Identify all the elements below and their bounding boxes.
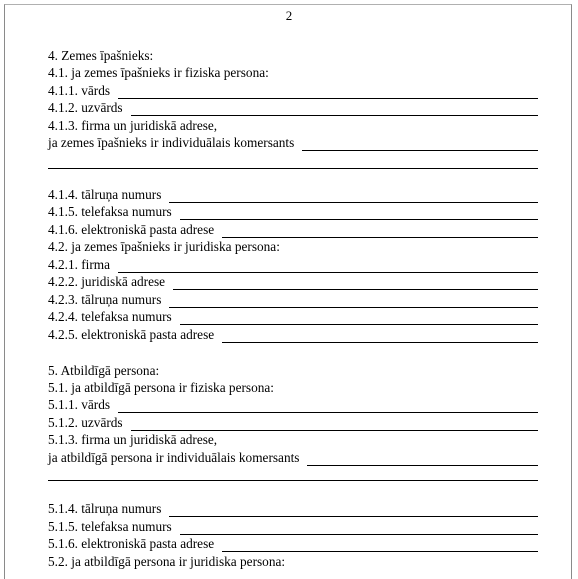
fill-in-line[interactable] (131, 115, 538, 116)
form-section-heading (48, 238, 538, 255)
field-label: 4.2.1. firma (48, 257, 111, 272)
field-label: 4.1.4. tālruņa numurs (48, 187, 162, 202)
fill-in-line[interactable] (118, 412, 538, 413)
field-label: 5.2. ja atbildīgā persona ir juridiska persona: (48, 554, 286, 569)
fill-in-line[interactable] (180, 219, 538, 220)
field-label: 5.1.4. tālruņa numurs (48, 501, 162, 516)
fill-in-line[interactable] (307, 465, 538, 466)
fill-in-line[interactable] (302, 150, 538, 151)
field-label: 4.2. ja zemes īpašnieks ir juridiska persona: (48, 239, 280, 254)
form-section-heading (48, 553, 538, 570)
fill-in-line[interactable] (222, 342, 538, 343)
field-label: 4.1.3. firma un juridiskā adrese, (48, 118, 218, 133)
field-label: 5.1.5. telefaksa numurs (48, 519, 172, 534)
form-field-row (48, 82, 538, 99)
form-section-heading (48, 64, 538, 81)
field-label: ja zemes īpašnieks ir individuālais komersants (48, 135, 295, 150)
field-label: 4.1.2. uzvārds (48, 100, 123, 115)
form-field-row (48, 99, 538, 116)
form-field-row (48, 291, 538, 308)
fill-in-line[interactable] (173, 289, 538, 290)
form-field-row (48, 326, 538, 343)
form-field-row (48, 186, 538, 203)
form-field-row (48, 134, 538, 151)
field-label: ja atbildīgā persona ir individuālais komersants (48, 450, 300, 465)
form-field-row (48, 273, 538, 290)
page-number: 2 (285, 8, 293, 23)
fill-in-line[interactable] (222, 551, 538, 552)
form-field-row (48, 256, 538, 273)
form-section-heading (48, 431, 538, 448)
field-label: 5. Atbildīgā persona: (48, 363, 160, 378)
form-field-row (48, 449, 538, 466)
field-label: 5.1.2. uzvārds (48, 415, 123, 430)
form-field-row (48, 518, 538, 535)
form-field-row (48, 535, 538, 552)
field-label: 4.1.5. telefaksa numurs (48, 204, 172, 219)
field-label: 4.2.5. elektroniskā pasta adrese (48, 327, 215, 342)
form-field-row (48, 414, 538, 431)
field-label: 5.1.6. elektroniskā pasta adrese (48, 536, 215, 551)
form-section-heading (48, 47, 538, 64)
form-field-row (48, 308, 538, 325)
blank-fill-in-line[interactable] (48, 480, 538, 481)
field-label: 5.1.3. firma un juridiskā adrese, (48, 432, 218, 447)
field-label: 4.2.2. juridiskā adrese (48, 274, 166, 289)
field-label: 4.1.6. elektroniskā pasta adrese (48, 222, 215, 237)
fill-in-line[interactable] (169, 516, 538, 517)
field-label: 4. Zemes īpašnieks: (48, 48, 154, 63)
form-field-row (48, 500, 538, 517)
form-section-heading (48, 379, 538, 396)
field-label: 4.1. ja zemes īpašnieks ir fiziska persona: (48, 65, 269, 80)
fill-in-line[interactable] (180, 324, 538, 325)
field-label: 5.1.1. vārds (48, 397, 111, 412)
field-label: 4.1.1. vārds (48, 83, 111, 98)
form-section-heading (48, 117, 538, 134)
form-field-row (48, 203, 538, 220)
form-field-row (48, 221, 538, 238)
field-label: 4.2.3. tālruņa numurs (48, 292, 162, 307)
blank-fill-in-line[interactable] (48, 168, 538, 169)
field-label: 5.1. ja atbildīgā persona ir fiziska persona: (48, 380, 274, 395)
field-label: 4.2.4. telefaksa numurs (48, 309, 172, 324)
form-field-row (48, 396, 538, 413)
form-section-heading (48, 362, 538, 379)
